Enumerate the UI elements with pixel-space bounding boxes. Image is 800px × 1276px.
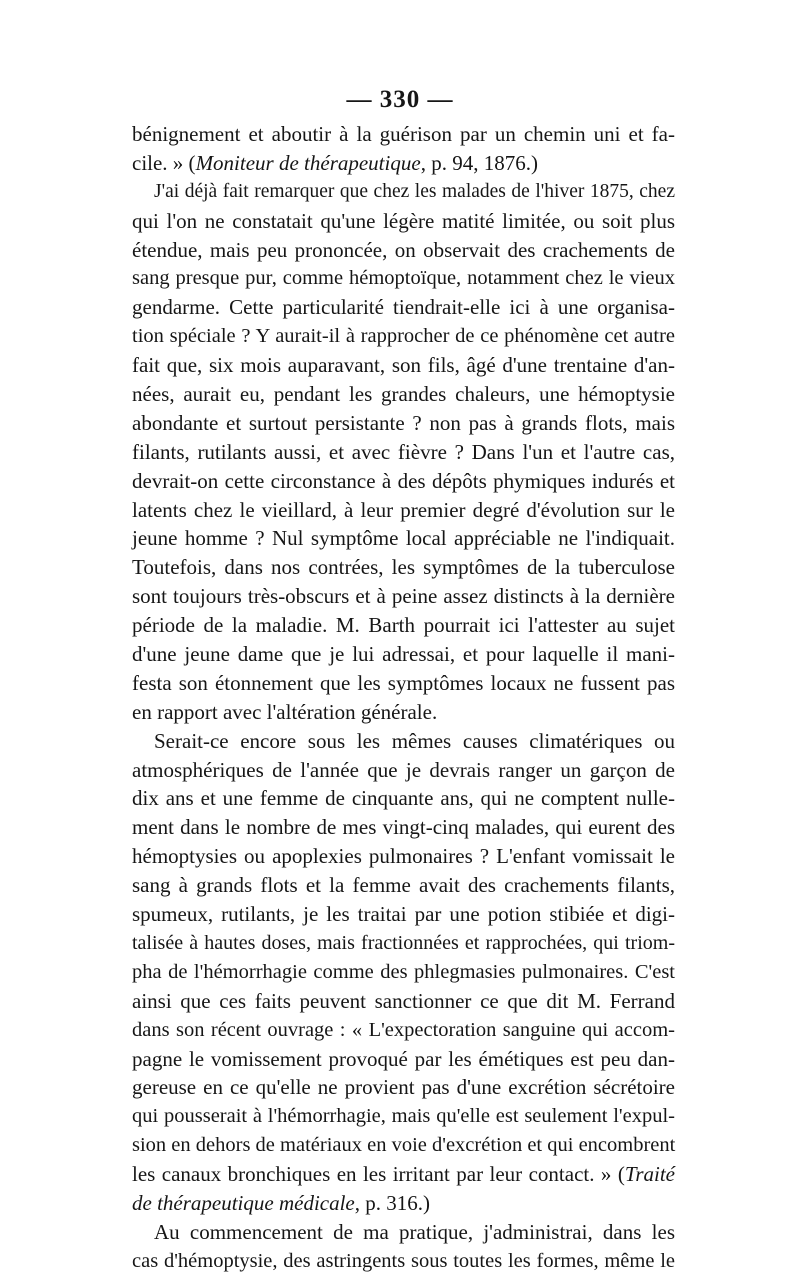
text-line: période de la maladie. M. Barth pourrait ici l'attester au sujet bbox=[132, 613, 675, 638]
text-line: sion en dehors de matériaux en voie d'excrétion et qui encombrent bbox=[132, 1134, 676, 1157]
text-line: sont toujours très-obscurs et à peine assez distincts à la dernière bbox=[132, 584, 675, 609]
text-line: pha de l'hémorrhagie comme des phlegmasies pulmonaires. C'est bbox=[132, 960, 675, 983]
text-line: nées, aurait eu, pendant les grandes chaleurs, une hémoptysie bbox=[132, 382, 675, 407]
text-line: cas d'hémoptysie, des astringents sous toutes les formes, même le bbox=[132, 1249, 675, 1272]
text-line: festa son étonnement que les symptômes locaux ne fussent pas bbox=[132, 670, 675, 695]
text-line: fait que, six mois auparavant, son fils, âgé d'une trentaine d'an- bbox=[132, 353, 675, 378]
italic-title: de thérapeutique médicale bbox=[132, 1190, 355, 1215]
text-line: Toutefois, dans nos contrées, les symptômes de la tuberculose bbox=[132, 555, 675, 580]
text-line: étendue, mais peu prononcée, on observait des crachements de bbox=[132, 237, 675, 262]
text-line bbox=[132, 149, 675, 178]
body-text bbox=[132, 120, 675, 1276]
text-line: latents chez le vieillard, à leur premier degré d'évolution sur le bbox=[132, 497, 675, 522]
text-line: ainsi que ces faits peuvent sanctionner ce que dit M. Ferrand bbox=[132, 988, 675, 1013]
text-line: pagne le vomissement provoqué par les émétiques est peu dan- bbox=[132, 1046, 675, 1071]
text-line: abondante et surtout persistante ? non pas à grands flots, mais bbox=[132, 410, 675, 435]
text-line: Au commencement de ma pratique, j'administrai, dans les bbox=[154, 1219, 675, 1244]
text-line: dix ans et une femme de cinquante ans, qui ne comptent nulle- bbox=[132, 786, 675, 811]
text-line: dans son récent ouvrage : « L'expectoration sanguine qui accom- bbox=[132, 1018, 675, 1041]
text-line: atmosphériques de l'année que je devrais ranger un garçon de bbox=[132, 757, 675, 782]
text-line: d'une jeune dame que je lui adressai, et pour laquelle il mani- bbox=[132, 642, 675, 667]
text-line bbox=[132, 1189, 675, 1218]
text-line: jeune homme ? Nul symptôme local appréciable ne l'indiquait. bbox=[132, 526, 675, 551]
text-run: les canaux bronchiques en les irritant par leur contact. » ( bbox=[132, 1162, 625, 1187]
text-line: gereuse en ce qu'elle ne provient pas d'une excrétion sécrétoire bbox=[132, 1075, 675, 1100]
text-line bbox=[132, 1160, 675, 1189]
text-run: , p. 94, 1876.) bbox=[420, 150, 538, 175]
text-line: devrait-on cette circonstance à des dépôts phymiques indurés et bbox=[132, 468, 675, 493]
text-run: cile. » ( bbox=[132, 150, 196, 175]
text-line: talisée à hautes doses, mais fractionnées et rapprochées, qui triom- bbox=[132, 931, 675, 954]
text-line: hémoptysies ou apoplexies pulmonaires ? L'enfant vomissait le bbox=[132, 844, 675, 869]
text-run: , p. 316.) bbox=[354, 1190, 431, 1215]
text-line: ment dans le nombre de mes vingt-cinq malades, qui eurent des bbox=[132, 815, 675, 840]
text-line: filants, rutilants aussi, et avec fièvre ? Dans l'un et l'autre cas, bbox=[132, 439, 675, 464]
page-number: — 330 — bbox=[346, 86, 454, 113]
text-line: sang à grands flots et la femme avait des crachements filants, bbox=[132, 873, 675, 898]
text-line: J'ai déjà fait remarquer que chez les malades de l'hiver 1875, chez bbox=[154, 180, 675, 202]
text-line: sang presque pur, comme hémoptoïque, notamment chez le vieux bbox=[132, 267, 675, 290]
text-line: bénignement et aboutir à la guérison par un chemin uni et fa- bbox=[132, 122, 675, 146]
text-line: en rapport avec l'altération générale. bbox=[132, 699, 438, 724]
text-line: tion spéciale ? Y aurait-il à rapprocher de ce phénomène cet autre bbox=[132, 325, 675, 348]
text-line: qui pousserait à l'hémorrhagie, mais qu'elle est seulement l'expul- bbox=[132, 1105, 675, 1128]
italic-title: Traité bbox=[624, 1162, 675, 1187]
text-line: spumeux, rutilants, je les traitai par une potion stibiée et digi- bbox=[132, 902, 675, 927]
italic-title: Moniteur de thérapeutique bbox=[195, 150, 421, 175]
text-line: qui l'on ne constatait qu'une légère matité limitée, ou soit plus bbox=[132, 208, 675, 233]
text-line: Serait-ce encore sous les mêmes causes climatériques ou bbox=[154, 728, 675, 753]
text-line: gendarme. Cette particularité tiendrait-elle ici à une organisa- bbox=[132, 295, 675, 320]
